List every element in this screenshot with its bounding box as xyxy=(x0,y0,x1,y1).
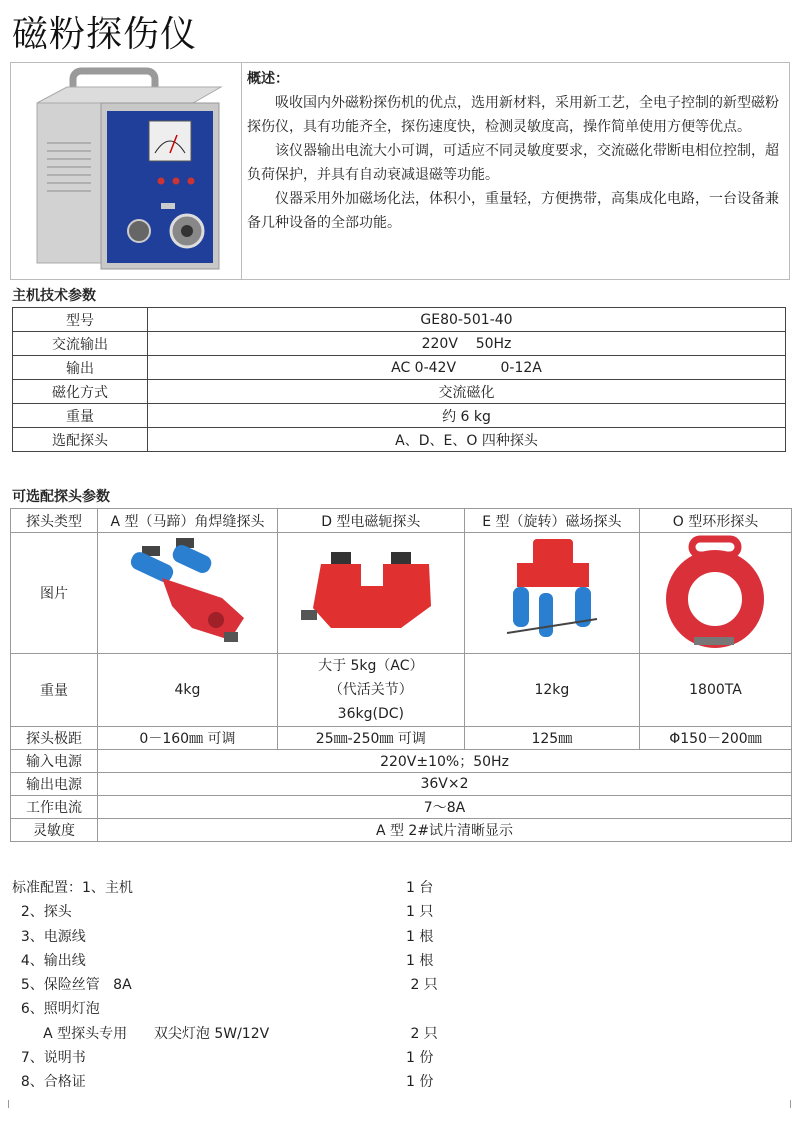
list-item xyxy=(12,876,532,900)
image-label: 图片 xyxy=(11,533,98,654)
probe-weight: 1800TA xyxy=(639,654,791,727)
probe-type: O 型环形探头 xyxy=(639,509,791,533)
list-item xyxy=(12,900,532,924)
param-value: 220V 50Hz xyxy=(148,332,786,356)
probe-d-image xyxy=(277,533,464,654)
item-label: 4、输出线 xyxy=(12,952,86,969)
common-key: 输入电源 xyxy=(11,750,98,773)
probe-weight: 大于 5kg（AC） （代活关节） 36kg(DC) xyxy=(277,654,464,727)
param-key: 重量 xyxy=(13,404,148,428)
overview-paragraph: 吸收国内外磁粉探伤机的优点，选用新材料，采用新工艺，全电子控制的新型磁粉探伤仪，具有功能齐全，探伤速度快，检测灵敏度高，操作简单使用方便等优点。 xyxy=(247,95,779,135)
list-item xyxy=(12,1046,532,1070)
item-label: 5、保险丝管 8A xyxy=(12,977,132,994)
item-label: 标准配置：1、主机 xyxy=(12,880,133,896)
param-key: 输出 xyxy=(13,356,148,380)
param-value: A、D、E、O 四种探头 xyxy=(148,428,786,452)
item-qty: 1 台 xyxy=(406,880,434,896)
page-corner-mark xyxy=(790,1100,791,1108)
common-value: 36V×2 xyxy=(98,773,792,796)
item-qty: 1 只 xyxy=(406,904,434,921)
param-key: 磁化方式 xyxy=(13,380,148,404)
overview-heading: 概述： xyxy=(247,71,289,87)
pole-label: 探头极距 xyxy=(11,727,98,750)
page-title: 磁粉探伤仪 xyxy=(12,14,198,55)
probe-pole: 0－160㎜ 可调 xyxy=(98,727,278,750)
instrument-photo xyxy=(11,63,242,279)
param-key: 型号 xyxy=(13,308,148,332)
item-label: 8、合格证 xyxy=(12,1074,86,1091)
probe-type: E 型（旋转）磁场探头 xyxy=(464,509,639,533)
item-label: 2、探头 xyxy=(12,904,72,921)
list-item xyxy=(12,1070,532,1094)
probe-o-image xyxy=(639,533,791,654)
probe-a-image xyxy=(98,533,278,654)
item-label: 6、照明灯泡 xyxy=(12,1001,100,1018)
list-item xyxy=(12,949,532,973)
overview-paragraph: 该仪器输出电流大小可调，可适应不同灵敏度要求，交流磁化带断电相位控制，超负荷保护，并具有自动衰减退磁等功能。 xyxy=(247,143,779,183)
probe-params-heading: 可选配探头参数 xyxy=(12,489,110,505)
probe-type: D 型电磁轭探头 xyxy=(277,509,464,533)
probe-pole: 25㎜-250㎜ 可调 xyxy=(277,727,464,750)
param-value: 约 6 kg xyxy=(148,404,786,428)
param-value: GE80-501-40 xyxy=(148,308,786,332)
common-key: 工作电流 xyxy=(11,796,98,819)
standard-config-list xyxy=(12,876,532,1095)
common-key: 输出电源 xyxy=(11,773,98,796)
list-item xyxy=(12,973,532,997)
overview-box xyxy=(10,62,790,280)
probe-weight: 4kg xyxy=(98,654,278,727)
list-item xyxy=(12,997,532,1021)
param-key: 交流输出 xyxy=(13,332,148,356)
page-corner-mark xyxy=(8,1100,9,1108)
common-value: 220V±10%；50Hz xyxy=(98,750,792,773)
item-qty: 1 份 xyxy=(406,1074,434,1091)
common-value: 7～8A xyxy=(98,796,792,819)
probe-e-image xyxy=(464,533,639,654)
item-label: A 型探头专用 双尖灯泡 5W/12V xyxy=(12,1025,270,1042)
param-value: 交流磁化 xyxy=(148,380,786,404)
item-label: 7、说明书 xyxy=(12,1050,86,1067)
probe-weight: 12kg xyxy=(464,654,639,727)
common-key: 灵敏度 xyxy=(11,819,98,842)
item-qty: 1 根 xyxy=(406,952,434,969)
overview-text xyxy=(247,67,783,235)
item-qty: 2 只 xyxy=(406,977,438,994)
item-qty: 2 只 xyxy=(406,1025,438,1042)
host-params-heading: 主机技术参数 xyxy=(12,288,96,304)
probe-type: A 型（马蹄）角焊缝探头 xyxy=(98,509,278,533)
probe-pole: 125㎜ xyxy=(464,727,639,750)
param-key: 选配探头 xyxy=(13,428,148,452)
list-item xyxy=(12,925,532,949)
probe-pole: Φ150－200㎜ xyxy=(639,727,791,750)
common-value: A 型 2#试片清晰显示 xyxy=(98,819,792,842)
item-label: 3、电源线 xyxy=(12,928,86,945)
host-params-table xyxy=(12,307,786,452)
param-value: AC 0-42V 0-12A xyxy=(148,356,786,380)
overview-paragraph: 仪器采用外加磁场化法，体积小，重量轻，方便携带，高集成化电路，一台设备兼备几种设备的全部功能。 xyxy=(247,191,779,231)
item-qty: 1 份 xyxy=(406,1050,434,1067)
probe-params-table xyxy=(10,508,792,842)
weight-label: 重量 xyxy=(11,654,98,727)
list-item xyxy=(12,1022,532,1046)
item-qty: 1 根 xyxy=(406,928,434,945)
probe-type-header: 探头类型 xyxy=(11,509,98,533)
